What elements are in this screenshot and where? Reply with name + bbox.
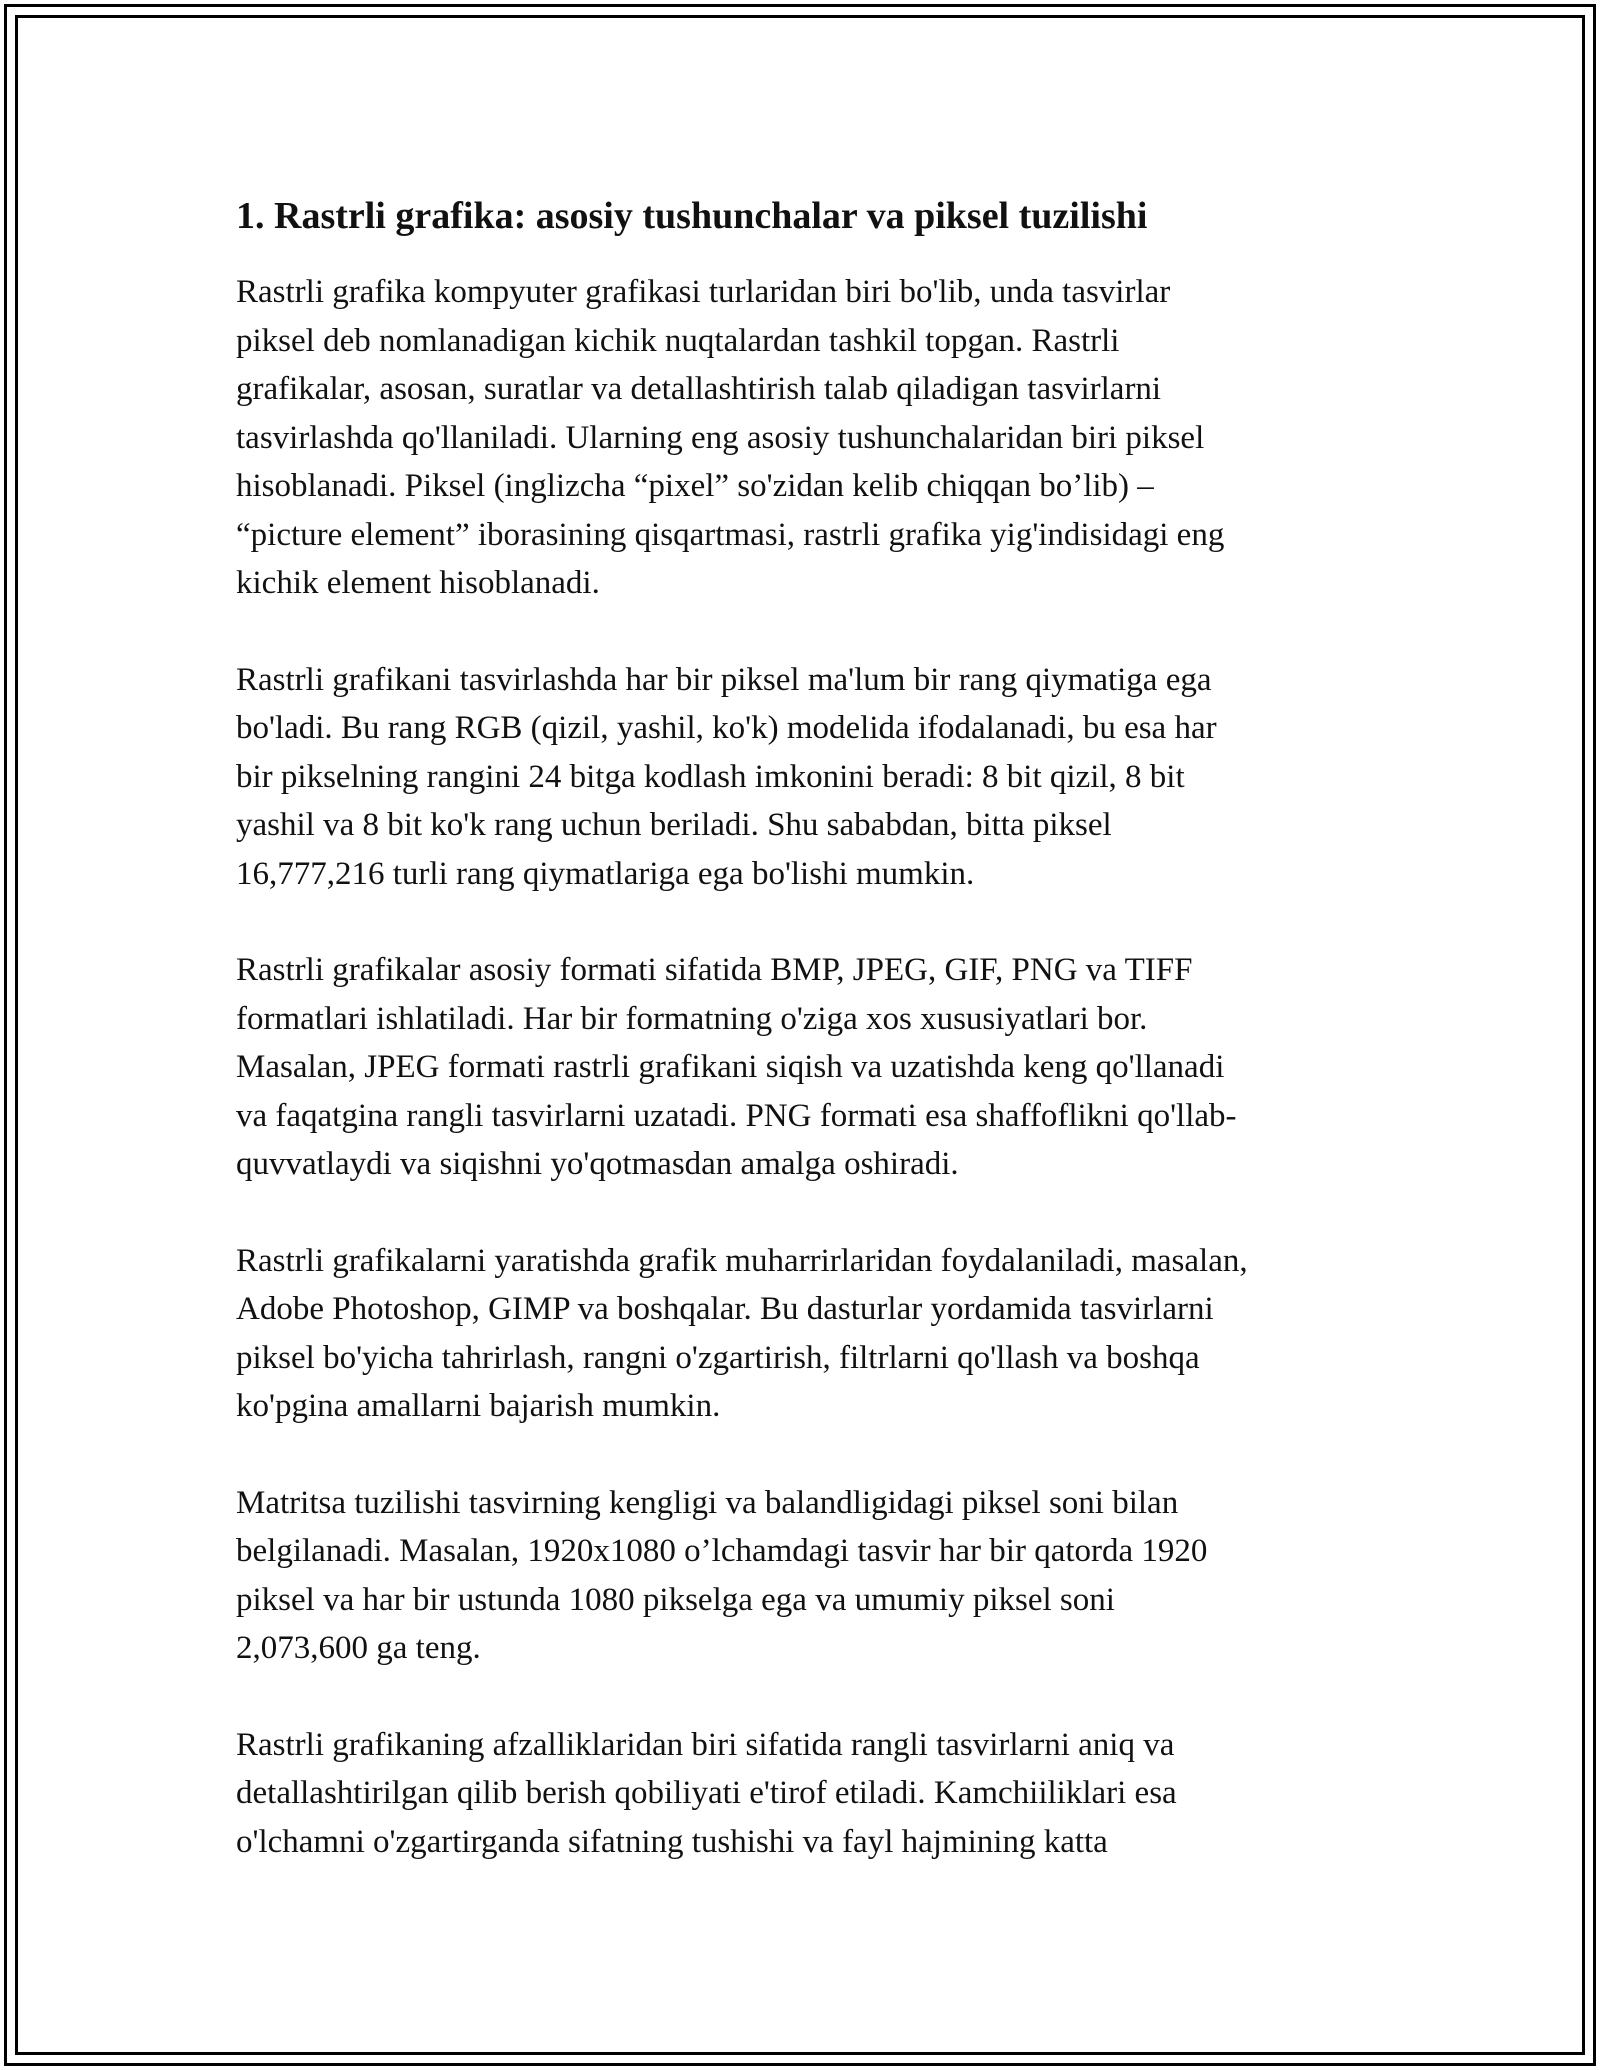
text-line: Adobe Photoshop, GIMP va boshqalar. Bu dasturlar yordamida tasvirlarni <box>236 1291 1214 1327</box>
text-line: tasvirlashda qo'llaniladi. Ularning eng asosiy tushunchalaridan biri piksel <box>236 419 1205 456</box>
section-heading: 1. Rastrli grafika: asosiy tushunchalar va piksel tuzilishi <box>236 195 1148 237</box>
paragraph-4 <box>236 1237 1366 1431</box>
text-line: o'lchamni o'zgartirganda sifatning tushishi va fayl hajmining katta <box>236 1823 1108 1860</box>
text-line: “picture element” iborasining qisqartmasi, rastrli grafika yig'indisidagi eng <box>236 516 1225 553</box>
paragraph-2 <box>236 656 1366 899</box>
text-line: Rastrli grafikani tasvirlashda har bir piksel ma'lum bir rang qiymatiga ega <box>236 661 1212 698</box>
text-line: piksel bo'yicha tahrirlash, rangni o'zgartirish, filtrlarni qo'llash va boshqa <box>236 1339 1200 1376</box>
text-line: grafikalar, asosan, suratlar va detallashtirish talab qiladigan tasvirlarni <box>236 371 1162 407</box>
text-line: va faqatgina rangli tasvirlarni uzatadi. PNG formati esa shaffoflikni qo'llab- <box>236 1097 1237 1134</box>
text-line: formatlari ishlatiladi. Har bir formatning o'ziga xos xususiyatlari bor. <box>236 1000 1148 1037</box>
text-line: Matritsa tuzilishi tasvirning kengligi va balandligidagi piksel soni bilan <box>236 1484 1179 1521</box>
text-line: kichik element hisoblanadi. <box>236 565 600 601</box>
text-line: 2,073,600 ga teng. <box>236 1630 481 1666</box>
text-line: belgilanadi. Masalan, 1920x1080 o’lchamdagi tasvir har bir qatorda 1920 <box>236 1533 1208 1569</box>
paragraph-5 <box>236 1479 1366 1673</box>
text-line: 16,777,216 turli rang qiymatlariga ega bo'lishi mumkin. <box>236 855 975 892</box>
text-line: piksel deb nomlanadigan kichik nuqtalardan tashkil topgan. Rastrli <box>236 322 1120 359</box>
paragraph-1 <box>236 268 1366 608</box>
text-line: bo'ladi. Bu rang RGB (qizil, yashil, ko'k) modelida ifodalanadi, bu esa har <box>236 710 1217 746</box>
text-line: piksel va har bir ustunda 1080 pikselga ega va umumiy piksel soni <box>236 1581 1115 1618</box>
text-line: quvvatlaydi va siqishni yo'qotmasdan amalga oshiradi. <box>236 1146 959 1182</box>
document-body <box>236 186 1366 1914</box>
text-line: Masalan, JPEG formati rastrli grafikani siqish va uzatishda keng qo'llanadi <box>236 1049 1225 1085</box>
paragraph-3 <box>236 946 1366 1189</box>
text-line: Rastrli grafika kompyuter grafikasi turlaridan biri bo'lib, unda tasvirlar <box>236 274 1171 310</box>
text-line: Rastrli grafikalar asosiy formati sifatida BMP, JPEG, GIF, PNG va TIFF <box>236 952 1193 988</box>
text-line: Rastrli grafikaning afzalliklaridan biri sifatida rangli tasvirlarni aniq va <box>236 1726 1175 1763</box>
text-line: ko'pgina amallarni bajarish mumkin. <box>236 1388 721 1424</box>
text-line: bir pikselning rangini 24 bitga kodlash imkonini beradi: 8 bit qizil, 8 bit <box>236 758 1185 795</box>
text-line: Rastrli grafikalarni yaratishda grafik muharrirlaridan foydalaniladi, masalan, <box>236 1242 1248 1279</box>
text-line: detallashtirilgan qilib berish qobiliyati e'tirof etiladi. Kamchiiliklari esa <box>236 1775 1177 1811</box>
text-line: yashil va 8 bit ko'k rang uchun beriladi. Shu sababdan, bitta piksel <box>236 807 1112 843</box>
paragraph-6 <box>236 1721 1366 1867</box>
text-line: hisoblanadi. Piksel (inglizcha “pixel” so'zidan kelib chiqqan bo’lib) – <box>236 468 1154 504</box>
